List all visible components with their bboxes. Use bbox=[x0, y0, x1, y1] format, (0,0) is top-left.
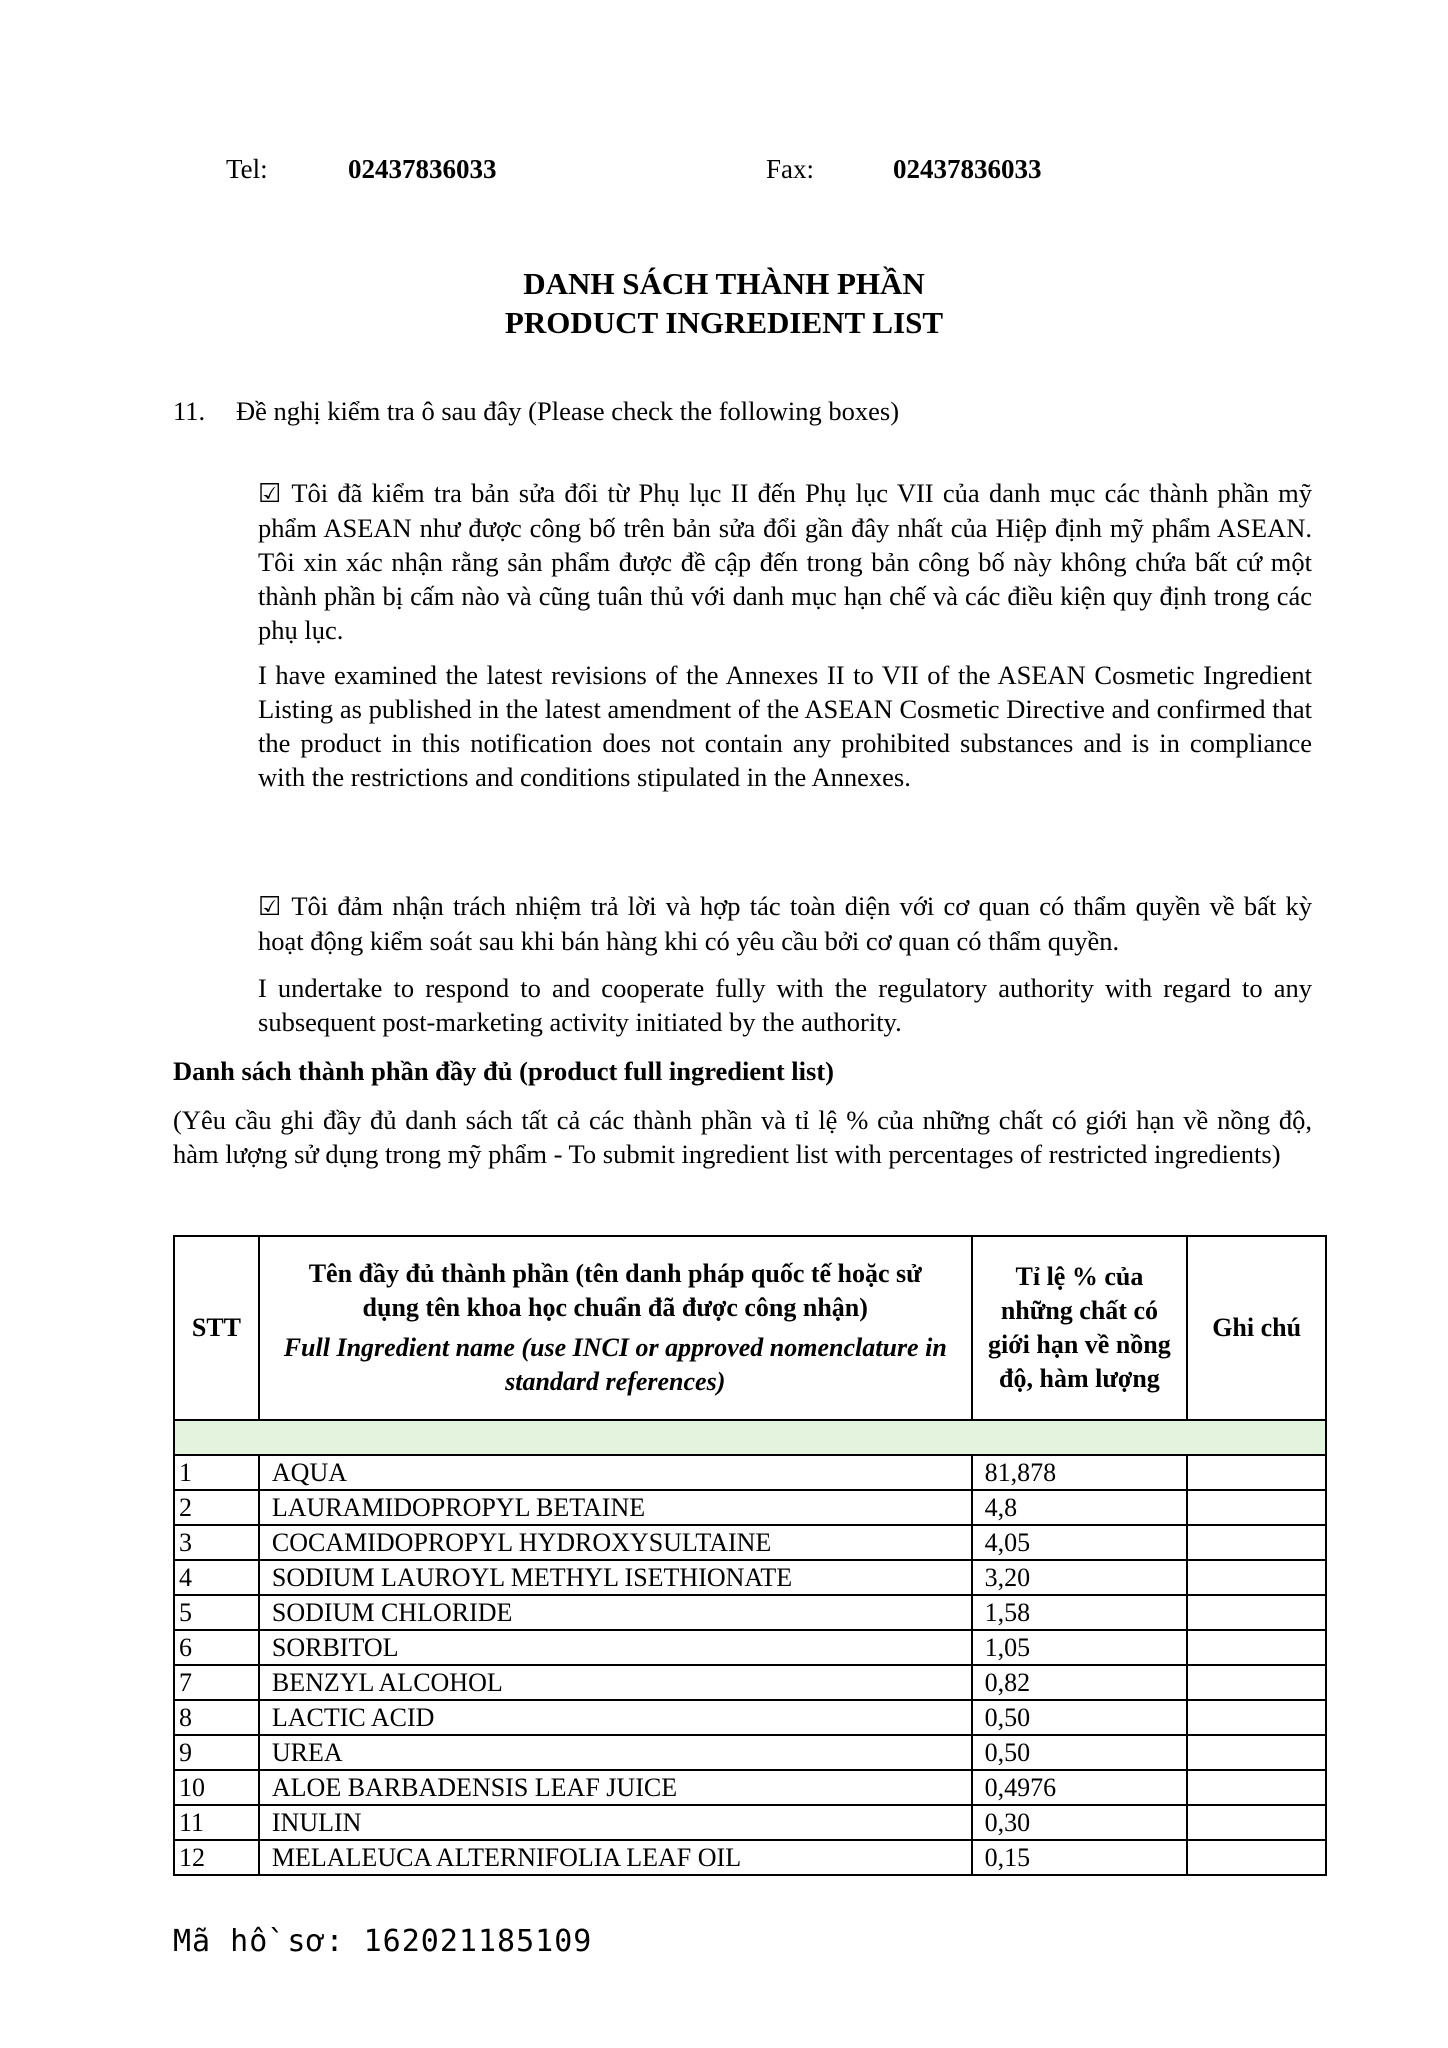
checkbox-checked-icon[interactable]: ☑ bbox=[258, 479, 282, 508]
cell-note bbox=[1187, 1560, 1326, 1595]
header-name bbox=[259, 1236, 972, 1420]
cell-percent: 0,4976 bbox=[972, 1770, 1188, 1805]
checkbox-checked-icon[interactable]: ☑ bbox=[258, 892, 282, 921]
cell-note bbox=[1187, 1665, 1326, 1700]
declaration-2-en: I undertake to respond to and cooperate fully with the regulatory authority with regard to any subsequent post-marketing activity initiated by the authority. bbox=[258, 973, 1312, 1037]
header-name-vi: Tên đầy đủ thành phần (tên danh pháp quốc tế hoặc sử dụng tên khoa học chuẩn đã được công nhận) bbox=[308, 1259, 922, 1322]
table-row bbox=[174, 1630, 1326, 1665]
table-row bbox=[174, 1665, 1326, 1700]
cell-percent: 1,58 bbox=[972, 1595, 1188, 1630]
cell-percent: 0,50 bbox=[972, 1735, 1188, 1770]
cell-percent: 81,878 bbox=[972, 1455, 1188, 1490]
cell-stt: 12 bbox=[174, 1840, 259, 1875]
cell-name: SORBITOL bbox=[259, 1630, 972, 1665]
table-row bbox=[174, 1735, 1326, 1770]
cell-note bbox=[1187, 1455, 1326, 1490]
table-row bbox=[174, 1490, 1326, 1525]
declaration-2-vi bbox=[258, 889, 1312, 958]
cell-name: ALOE BARBADENSIS LEAF JUICE bbox=[259, 1770, 972, 1805]
cell-note bbox=[1187, 1805, 1326, 1840]
cell-percent: 4,8 bbox=[972, 1490, 1188, 1525]
cell-note bbox=[1187, 1525, 1326, 1560]
highlight-row bbox=[174, 1420, 1326, 1455]
table-row bbox=[174, 1455, 1326, 1490]
table-row bbox=[174, 1770, 1326, 1805]
cell-name: LAURAMIDOPROPYL BETAINE bbox=[259, 1490, 972, 1525]
cell-stt: 6 bbox=[174, 1630, 259, 1665]
cell-percent: 4,05 bbox=[972, 1525, 1188, 1560]
table-header-row bbox=[174, 1236, 1326, 1420]
section-heading: Đề nghị kiểm tra ô sau đây (Please check the following boxes) bbox=[236, 396, 900, 426]
cell-stt: 3 bbox=[174, 1525, 259, 1560]
cell-stt: 9 bbox=[174, 1735, 259, 1770]
title-vi: DANH SÁCH THÀNH PHẦN bbox=[523, 266, 925, 301]
cell-percent: 0,15 bbox=[972, 1840, 1188, 1875]
table-row bbox=[174, 1595, 1326, 1630]
full-list-heading: Danh sách thành phần đầy đủ (product full ingredient list) bbox=[173, 1056, 834, 1086]
table-row bbox=[174, 1840, 1326, 1875]
cell-note bbox=[1187, 1490, 1326, 1525]
cell-name: AQUA bbox=[259, 1455, 972, 1490]
cell-stt: 1 bbox=[174, 1455, 259, 1490]
cell-percent: 0,50 bbox=[972, 1700, 1188, 1735]
cell-name: BENZYL ALCOHOL bbox=[259, 1665, 972, 1700]
cell-note bbox=[1187, 1630, 1326, 1665]
cell-name: SODIUM CHLORIDE bbox=[259, 1595, 972, 1630]
cell-percent: 3,20 bbox=[972, 1560, 1188, 1595]
cell-name: LACTIC ACID bbox=[259, 1700, 972, 1735]
cell-note bbox=[1187, 1735, 1326, 1770]
header-name-en: Full Ingredient name (use INCI or approved nomenclature in standard references) bbox=[283, 1333, 947, 1396]
cell-percent: 0,30 bbox=[972, 1805, 1188, 1840]
cell-note bbox=[1187, 1770, 1326, 1805]
table-row bbox=[174, 1805, 1326, 1840]
cell-name: UREA bbox=[259, 1735, 972, 1770]
header-stt: STT bbox=[174, 1236, 259, 1420]
declaration-2-vi-text: Tôi đảm nhận trách nhiệm trả lời và hợp tác toàn diện với cơ quan có thẩm quyền về bất kỳ hoạt động kiểm soát sau khi bán hàng khi có yêu cầu bởi cơ quan có thẩm quyền. bbox=[258, 891, 1312, 956]
table-row bbox=[174, 1700, 1326, 1735]
table-row bbox=[174, 1525, 1326, 1560]
tel-value: 02437836033 bbox=[348, 154, 497, 184]
cell-name: SODIUM LAUROYL METHYL ISETHIONATE bbox=[259, 1560, 972, 1595]
table-row bbox=[174, 1560, 1326, 1595]
cell-note bbox=[1187, 1840, 1326, 1875]
section-number: 11. bbox=[173, 396, 206, 426]
cell-stt: 5 bbox=[174, 1595, 259, 1630]
cell-percent: 0,82 bbox=[972, 1665, 1188, 1700]
cell-stt: 2 bbox=[174, 1490, 259, 1525]
dossier-code: Mã hồ sơ: 162021185109 bbox=[173, 1924, 593, 1959]
declaration-1-vi-text: Tôi đã kiểm tra bản sửa đổi từ Phụ lục II đến Phụ lục VII của danh mục các thành phần mỹ phẩm ASEAN như được công bố trên bản sửa đổi gần đây nhất của Hiệp định mỹ phẩm ASEAN. Tôi xin xác nhận rằng sản phẩm được đề cập đến trong bản công bố này không chứa bất cứ một thành phần bị cấm nào và cũng tuân thủ với danh mục hạn chế và các điều kiện quy định trong các phụ lục. bbox=[258, 478, 1312, 645]
tel-label: Tel: bbox=[226, 154, 268, 184]
fax-label: Fax: bbox=[766, 154, 815, 184]
full-list-note: (Yêu cầu ghi đầy đủ danh sách tất cả các thành phần và tỉ lệ % của những chất có giới hạn về nồng độ, hàm lượng sử dụng trong mỹ phẩm - To submit ingredient list with percentages of restricted ingredients) bbox=[173, 1105, 1312, 1169]
cell-name: MELALEUCA ALTERNIFOLIA LEAF OIL bbox=[259, 1840, 972, 1875]
cell-percent: 1,05 bbox=[972, 1630, 1188, 1665]
cell-stt: 4 bbox=[174, 1560, 259, 1595]
cell-name: INULIN bbox=[259, 1805, 972, 1840]
cell-stt: 11 bbox=[174, 1805, 259, 1840]
cell-note bbox=[1187, 1700, 1326, 1735]
declaration-1-en: I have examined the latest revisions of the Annexes II to VII of the ASEAN Cosmetic Ingredient Listing as published in the latest amendment of the ASEAN Cosmetic Directive and confirmed that the product in this notification does not contain any prohibited substances and is in compliance with the restrictions and conditions stipulated in the Annexes. bbox=[258, 660, 1312, 792]
header-note: Ghi chú bbox=[1187, 1236, 1326, 1420]
title-en: PRODUCT INGREDIENT LIST bbox=[504, 305, 944, 340]
cell-stt: 7 bbox=[174, 1665, 259, 1700]
declaration-1-vi bbox=[258, 476, 1312, 647]
cell-stt: 8 bbox=[174, 1700, 259, 1735]
cell-name: COCAMIDOPROPYL HYDROXYSULTAINE bbox=[259, 1525, 972, 1560]
cell-note bbox=[1187, 1595, 1326, 1630]
cell-stt: 10 bbox=[174, 1770, 259, 1805]
fax-value: 02437836033 bbox=[893, 154, 1042, 184]
header-percent: Tỉ lệ % của những chất có giới hạn về nồng độ, hàm lượng bbox=[972, 1236, 1188, 1420]
ingredient-table bbox=[173, 1235, 1327, 1876]
